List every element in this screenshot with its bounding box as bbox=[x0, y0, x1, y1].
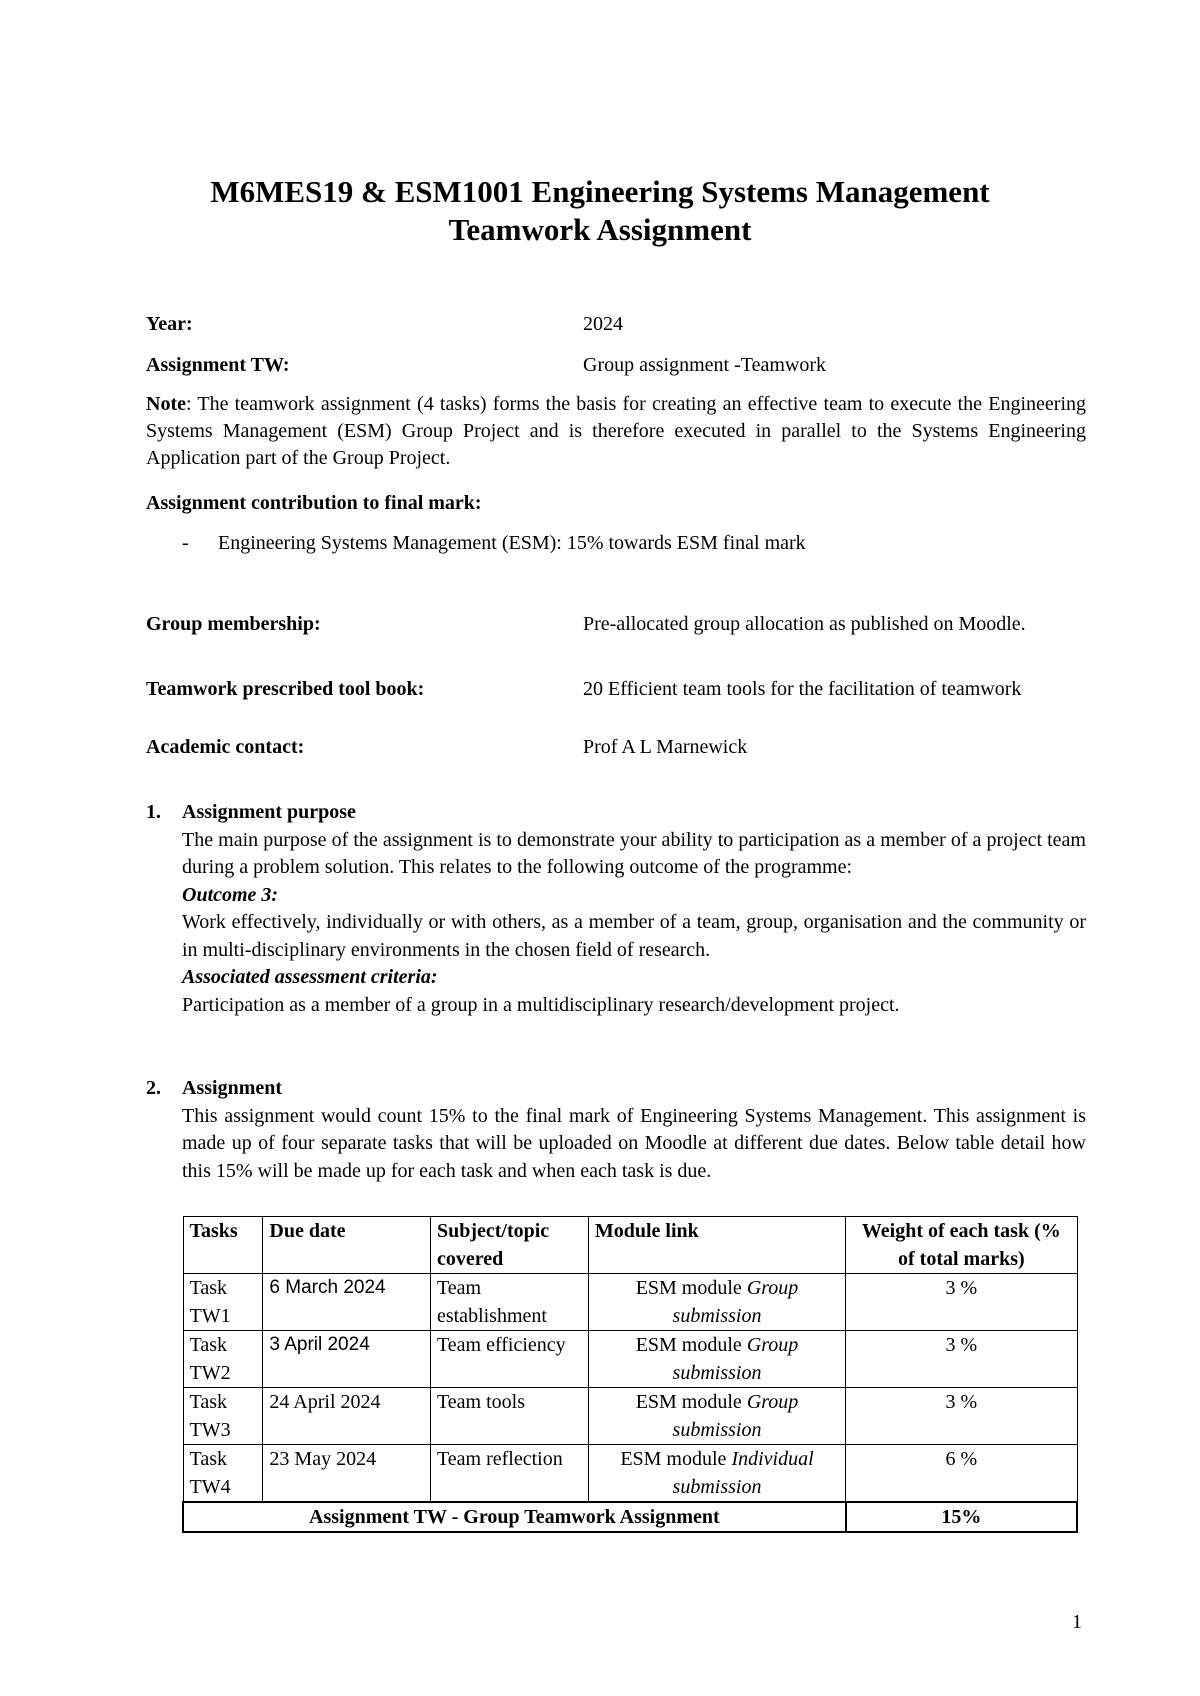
group-membership-value: Pre-allocated group allocation as published on Moodle. bbox=[583, 613, 1026, 635]
criteria-label: Associated assessment criteria: bbox=[182, 966, 438, 988]
table-row bbox=[183, 1388, 1077, 1445]
section-heading: Assignment purpose bbox=[182, 801, 356, 823]
criteria-text: Participation as a member of a group in a multidisciplinary research/development project. bbox=[182, 993, 900, 1016]
weight-cell: 3 % bbox=[846, 1388, 1077, 1445]
section-text: This assignment would count 15% to the final mark of Engineering Systems Management. This assignment is made up of four separate tasks that will be uploaded on Moodle at different due dates. Below table detail how this 15% will be made up for each task and when each task is due. bbox=[182, 1104, 1086, 1182]
contribution-item-text: Engineering Systems Management (ESM): 15% towards ESM final mark bbox=[218, 532, 806, 554]
list-dash: - bbox=[182, 532, 189, 554]
header-subject: Subject/topic covered bbox=[430, 1217, 588, 1274]
header-weight: Weight of each task (% of total marks) bbox=[846, 1217, 1077, 1274]
outcome-text: Work effectively, individually or with others, as a member of a team, group, organisation and the community or in multi-disciplinary environments in the chosen field of research. bbox=[182, 911, 1086, 961]
weight-cell: 3 % bbox=[846, 1331, 1077, 1388]
contribution-label: Assignment contribution to final mark: bbox=[146, 492, 482, 514]
due-date-cell: 6 March 2024 bbox=[263, 1274, 431, 1331]
outcome-label: Outcome 3: bbox=[182, 883, 279, 906]
task-cell: Task TW2 bbox=[183, 1331, 263, 1388]
due-date-cell: 23 May 2024 bbox=[263, 1445, 431, 1503]
weight-cell: 6 % bbox=[846, 1445, 1077, 1503]
total-label: Assignment TW - Group Teamwork Assignment bbox=[183, 1502, 846, 1532]
contribution-heading bbox=[146, 490, 1086, 517]
year-value: 2024 bbox=[583, 313, 623, 335]
table-row bbox=[183, 1274, 1077, 1331]
section-number: 1. bbox=[146, 801, 161, 823]
academic-contact-label: Academic contact: bbox=[146, 736, 305, 758]
year-label: Year: bbox=[146, 313, 193, 335]
section-text: The main purpose of the assignment is to demonstrate your ability to participation as a member of a project team during a problem solution. This relates to the following outcome of the programme: bbox=[182, 828, 1086, 878]
weight-cell: 3 % bbox=[846, 1274, 1077, 1331]
assignment-label: Assignment TW: bbox=[146, 354, 290, 376]
subject-cell: Team efficiency bbox=[430, 1331, 588, 1388]
table-total-row bbox=[183, 1502, 1077, 1532]
task-cell: Task TW4 bbox=[183, 1445, 263, 1503]
toolbook-label: Teamwork prescribed tool book: bbox=[146, 678, 425, 700]
assignment-value: Group assignment -Teamwork bbox=[583, 354, 826, 376]
subject-cell: Team reflection bbox=[430, 1445, 588, 1503]
module-cell: ESM module Group submission bbox=[588, 1274, 845, 1331]
task-weight-table bbox=[182, 1216, 1078, 1533]
toolbook-value: 20 Efficient team tools for the facilitation of teamwork bbox=[583, 678, 1022, 700]
due-date-cell: 24 April 2024 bbox=[263, 1388, 431, 1445]
module-cell: ESM module Group submission bbox=[588, 1388, 845, 1445]
task-cell: Task TW1 bbox=[183, 1274, 263, 1331]
group-membership-label: Group membership: bbox=[146, 613, 321, 635]
document-title-line2: Teamwork Assignment bbox=[448, 212, 752, 247]
section-number: 2. bbox=[146, 1077, 161, 1099]
subject-cell: Team tools bbox=[430, 1388, 588, 1445]
table-row bbox=[183, 1331, 1077, 1388]
module-cell: ESM module Individual submission bbox=[588, 1445, 845, 1503]
table-row bbox=[183, 1445, 1077, 1503]
header-module-link: Module link bbox=[588, 1217, 845, 1274]
subject-cell: Team establishment bbox=[430, 1274, 588, 1331]
module-cell: ESM module Group submission bbox=[588, 1331, 845, 1388]
academic-contact-value: Prof A L Marnewick bbox=[583, 736, 748, 758]
document-title-line1: M6MES19 & ESM1001 Engineering Systems Management bbox=[210, 174, 990, 209]
page-number: 1 bbox=[1072, 1611, 1082, 1633]
note-label: Note bbox=[146, 393, 186, 415]
due-date-cell: 3 April 2024 bbox=[263, 1331, 431, 1388]
note-text: : The teamwork assignment (4 tasks) forms the basis for creating an effective team to execute the Engineering Systems Management (ESM) Group Project and is therefore executed in parallel to the Systems Engineering Application part of the Group Project. bbox=[146, 393, 1086, 469]
header-tasks: Tasks bbox=[183, 1217, 263, 1274]
task-cell: Task TW3 bbox=[183, 1388, 263, 1445]
table-header-row bbox=[183, 1217, 1077, 1274]
note-paragraph bbox=[146, 391, 1086, 472]
section-heading: Assignment bbox=[182, 1077, 283, 1099]
total-value: 15% bbox=[846, 1502, 1077, 1532]
header-due-date: Due date bbox=[263, 1217, 431, 1274]
